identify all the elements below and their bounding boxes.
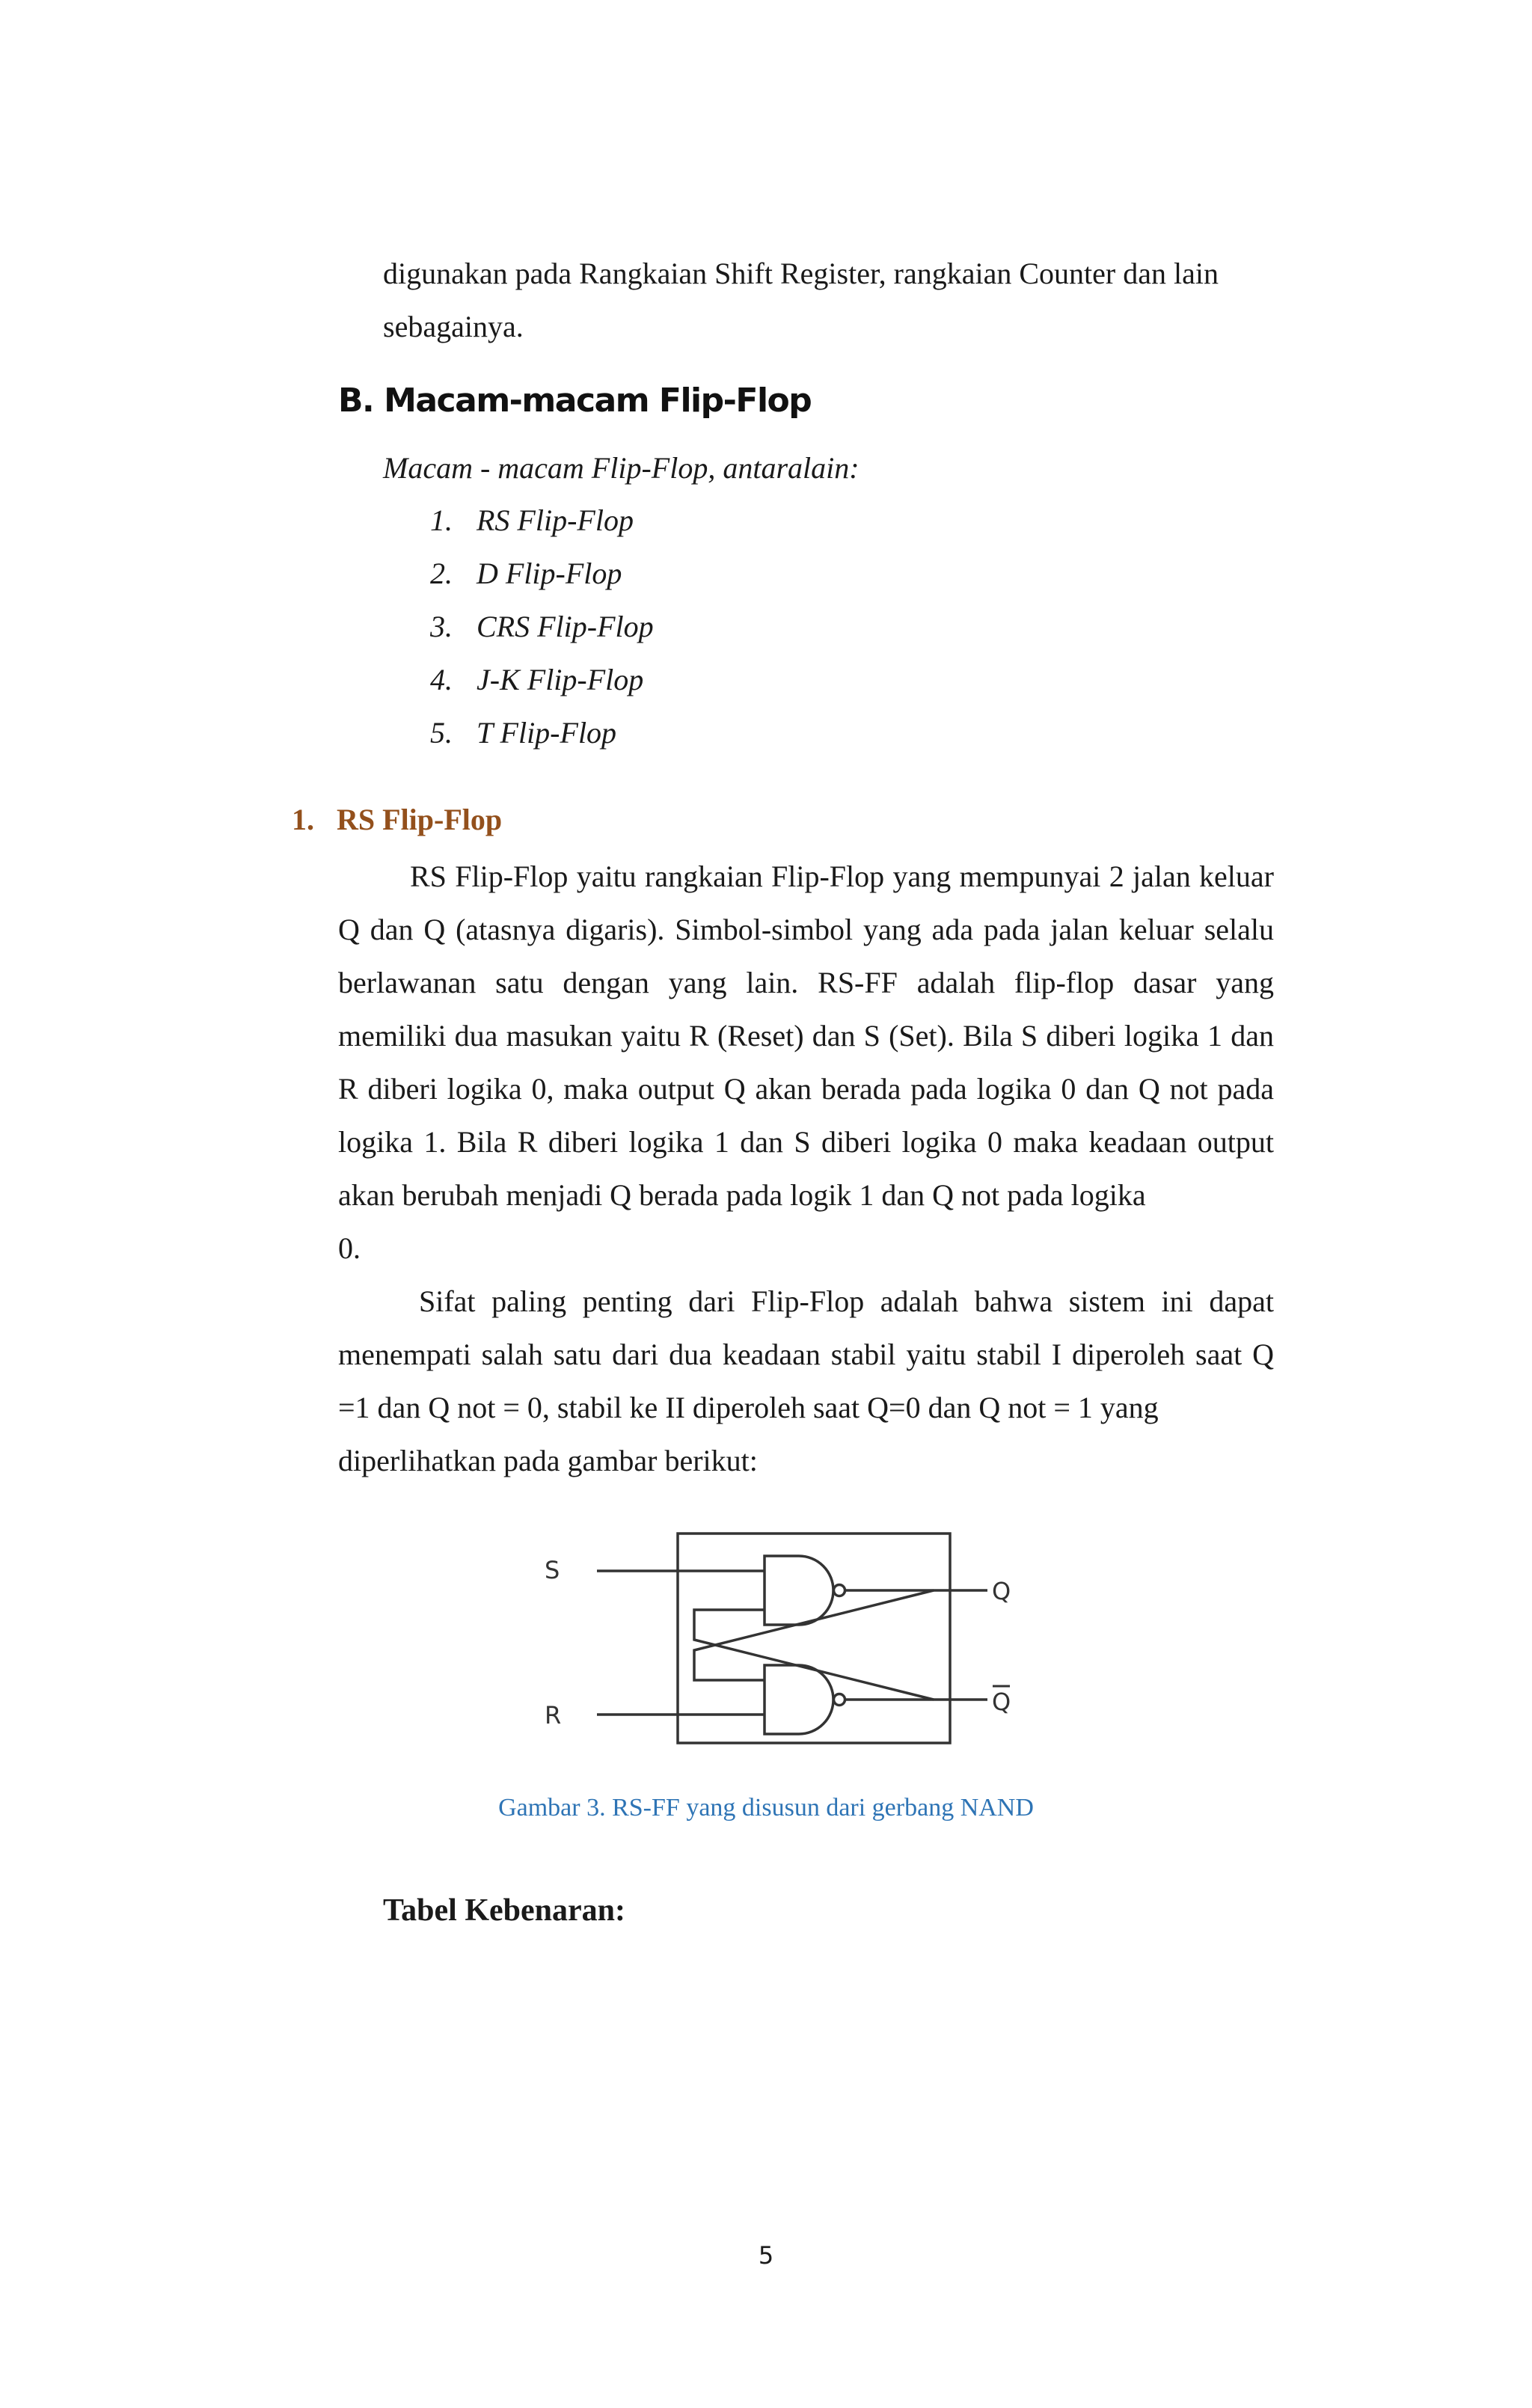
rs-paragraph-2 bbox=[338, 1275, 1274, 1487]
list-item-label: T Flip-Flop bbox=[477, 716, 617, 750]
rs-paragraph-2-text: Sifat paling penting dari Flip-Flop adalah bahwa sistem ini dapat menempati salah satu dari dua keadaan stabil yaitu stabil I diperoleh saat Q =1 dan Q not = 0, stabil ke II diperoleh saat Q=0 dan Q not = 1 yang bbox=[338, 1284, 1274, 1424]
label-s: S bbox=[545, 1556, 560, 1584]
list-item-number: 3. bbox=[430, 610, 453, 643]
nand-gate-top bbox=[765, 1556, 833, 1625]
list-item-number: 4. bbox=[430, 663, 453, 696]
list-item-number: 5. bbox=[430, 716, 453, 750]
intro-last-line: sebagainya. bbox=[383, 310, 524, 343]
section-b-heading: B. Macam-macam Flip-Flop bbox=[338, 382, 812, 420]
section-b-lead: Macam - macam Flip-Flop, antaralain: bbox=[383, 451, 860, 485]
list-item-label: CRS Flip-Flop bbox=[477, 610, 654, 643]
list-item-label: J-K Flip-Flop bbox=[477, 663, 644, 696]
list-item-number: 2. bbox=[430, 557, 453, 590]
list-item-label: RS Flip-Flop bbox=[477, 503, 634, 537]
section-1-title: RS Flip-Flop bbox=[337, 803, 503, 836]
section-1-heading bbox=[292, 802, 502, 837]
label-q: Q bbox=[992, 1577, 1011, 1605]
nand-bubble-bottom bbox=[834, 1694, 845, 1706]
rs-ff-nand-diagram bbox=[524, 1511, 1032, 1765]
list-item-number: 1. bbox=[430, 503, 453, 537]
section-1-number: 1. bbox=[292, 803, 314, 836]
rs-paragraph-2-end: diperlihatkan pada gambar berikut: bbox=[338, 1444, 758, 1477]
intro-paragraph bbox=[383, 247, 1274, 353]
list-item bbox=[430, 653, 654, 706]
list-item bbox=[430, 494, 654, 547]
intro-text: digunakan pada Rangkaian Shift Register, rangkaian Counter dan lain bbox=[383, 257, 1219, 290]
flip-flop-types-list bbox=[430, 494, 654, 759]
figure-caption: Gambar 3. RS-FF yang disusun dari gerbang NAND bbox=[498, 1794, 1034, 1822]
rs-paragraph-1-end: 0. bbox=[338, 1231, 361, 1265]
feedback-top-to-bottom bbox=[694, 1590, 934, 1680]
page-number: 5 bbox=[758, 2241, 774, 2270]
nand-gate-bottom bbox=[765, 1665, 833, 1734]
list-item bbox=[430, 547, 654, 600]
rs-paragraph-1-text: RS Flip-Flop yaitu rangkaian Flip-Flop yang mempunyai 2 jalan keluar Q dan Q (atasnya digaris). Simbol-simbol yang ada pada jalan keluar selalu berlawanan satu dengan yang lain. RS-FF adalah flip-flop dasar yang memiliki dua masukan yaitu R (Reset) dan S (Set). Bila S diberi logika 1 dan R diberi logika 0, maka output Q akan berada pada logika 0 dan Q not pada logika 1. Bila R diberi logika 1 dan S diberi logika 0 maka keadaan output akan berubah menjadi Q berada pada logik 1 dan Q not pada logika bbox=[338, 860, 1274, 1212]
list-item-label: D Flip-Flop bbox=[477, 557, 622, 590]
feedback-bottom-to-top bbox=[694, 1610, 934, 1700]
list-item bbox=[430, 706, 654, 759]
circuit-box bbox=[678, 1534, 950, 1743]
rs-paragraph-1 bbox=[338, 850, 1274, 1275]
truth-table-heading: Tabel Kebenaran: bbox=[383, 1893, 625, 1928]
label-r: R bbox=[545, 1701, 562, 1730]
label-q-bar: Q bbox=[992, 1688, 1011, 1716]
list-item bbox=[430, 600, 654, 653]
nand-bubble-top bbox=[834, 1585, 845, 1596]
